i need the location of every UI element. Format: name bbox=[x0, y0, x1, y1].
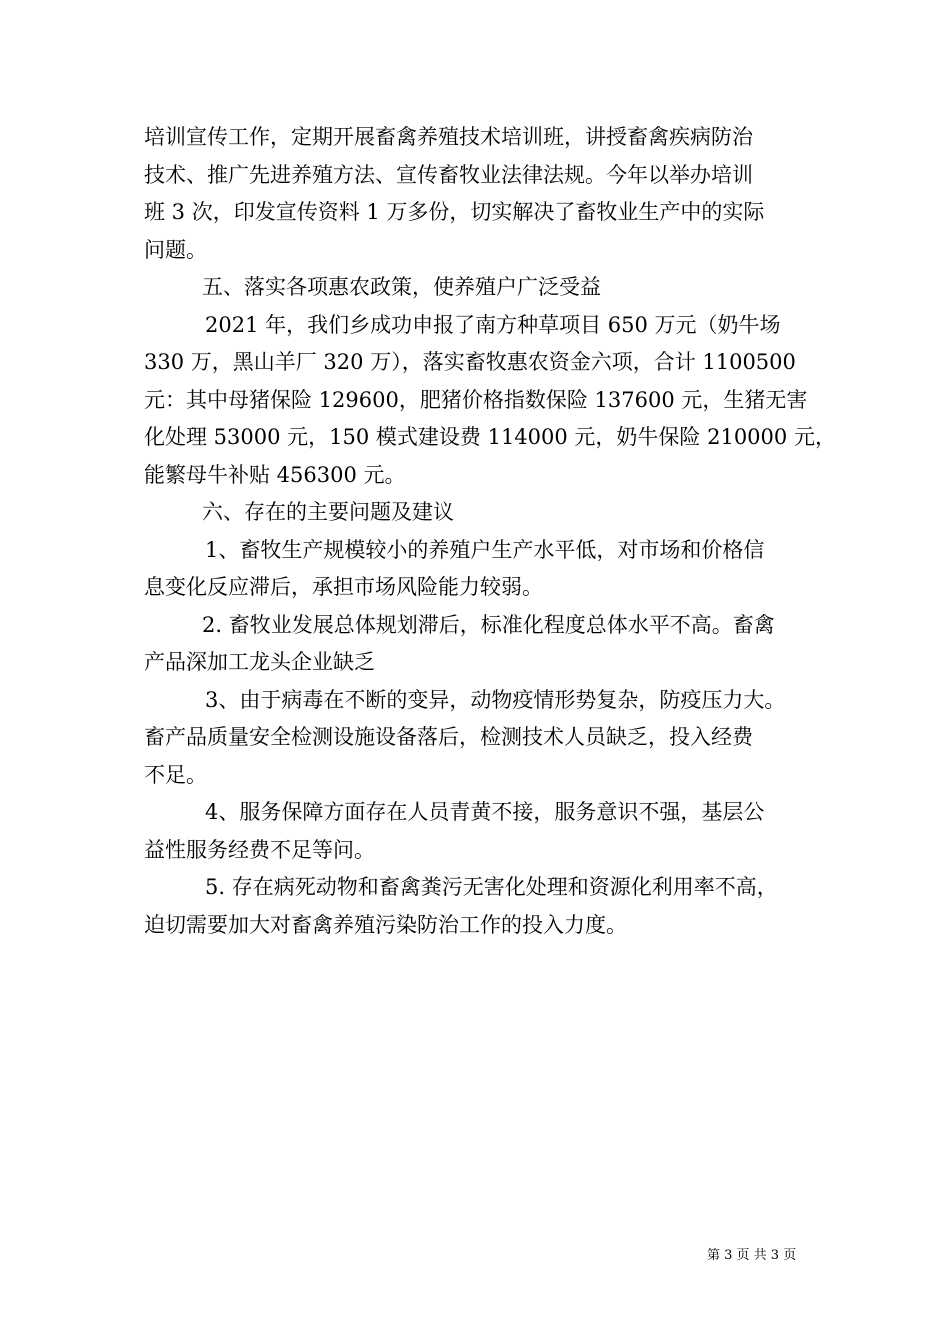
paragraph-line: 益性服务经费不足等问。 bbox=[144, 837, 375, 862]
paragraph-line: 5. 存在病死动物和畜禽粪污无害化处理和资源化利用率不高， bbox=[205, 875, 778, 899]
paragraph-line: 2. 畜牧业发展总体规划滞后，标准化程度总体水平不高。畜禽 bbox=[202, 612, 775, 637]
paragraph-line: 2021 年，我们乡成功申报了南方种草项目 650 万元（奶牛场 bbox=[205, 312, 781, 337]
paragraph-line: 问题。 bbox=[144, 237, 207, 262]
paragraph-line: 3、由于病毒在不断的变异，动物疫情形势复杂，防疫压力大。 bbox=[205, 687, 786, 712]
paragraph-line: 能繁母牛补贴 456300 元。 bbox=[144, 462, 406, 487]
paragraph-line: 班 3 次，印发宣传资料 1 万多份，切实解决了畜牧业生产中的实际 bbox=[144, 200, 765, 224]
paragraph-line: 息变化反应滞后，承担市场风险能力较弱。 bbox=[144, 575, 543, 599]
section-heading: 五、落实各项惠农政策，使养殖户广泛受益 bbox=[202, 275, 601, 299]
paragraph-line: 1、畜牧生产规模较小的养殖户生产水平低，对市场和价格信 bbox=[205, 537, 765, 562]
page-number-footer: 第 3 页 共 3 页 bbox=[707, 1248, 797, 1263]
paragraph-line: 迫切需要加大对畜禽养殖污染防治工作的投入力度。 bbox=[144, 912, 627, 937]
paragraph-line: 化处理 53000 元，150 模式建设费 114000 元，奶牛保险 210000 元， bbox=[144, 425, 836, 449]
paragraph-line: 畜产品质量安全检测设施设备落后，检测技术人员缺乏，投入经费 bbox=[144, 725, 753, 749]
paragraph-line: 330 万，黑山羊厂 320 万），落实畜牧惠农资金六项，合计 1100500 bbox=[144, 350, 796, 374]
paragraph-line: 技术、推广先进养殖方法、宣传畜牧业法律法规。今年以举办培训 bbox=[144, 162, 753, 187]
paragraph-line: 4、服务保障方面存在人员青黄不接，服务意识不强，基层公 bbox=[205, 800, 765, 824]
section-heading: 六、存在的主要问题及建议 bbox=[202, 500, 454, 524]
body-text bbox=[144, 119, 836, 944]
paragraph-line: 不足。 bbox=[144, 762, 207, 787]
paragraph-line: 培训宣传工作，定期开展畜禽养殖技术培训班，讲授畜禽疾病防治 bbox=[144, 125, 753, 149]
paragraph-line: 元：其中母猪保险 129600，肥猪价格指数保险 137600 元，生猪无害 bbox=[144, 387, 808, 412]
paragraph-line: 产品深加工龙头企业缺乏 bbox=[144, 650, 375, 674]
